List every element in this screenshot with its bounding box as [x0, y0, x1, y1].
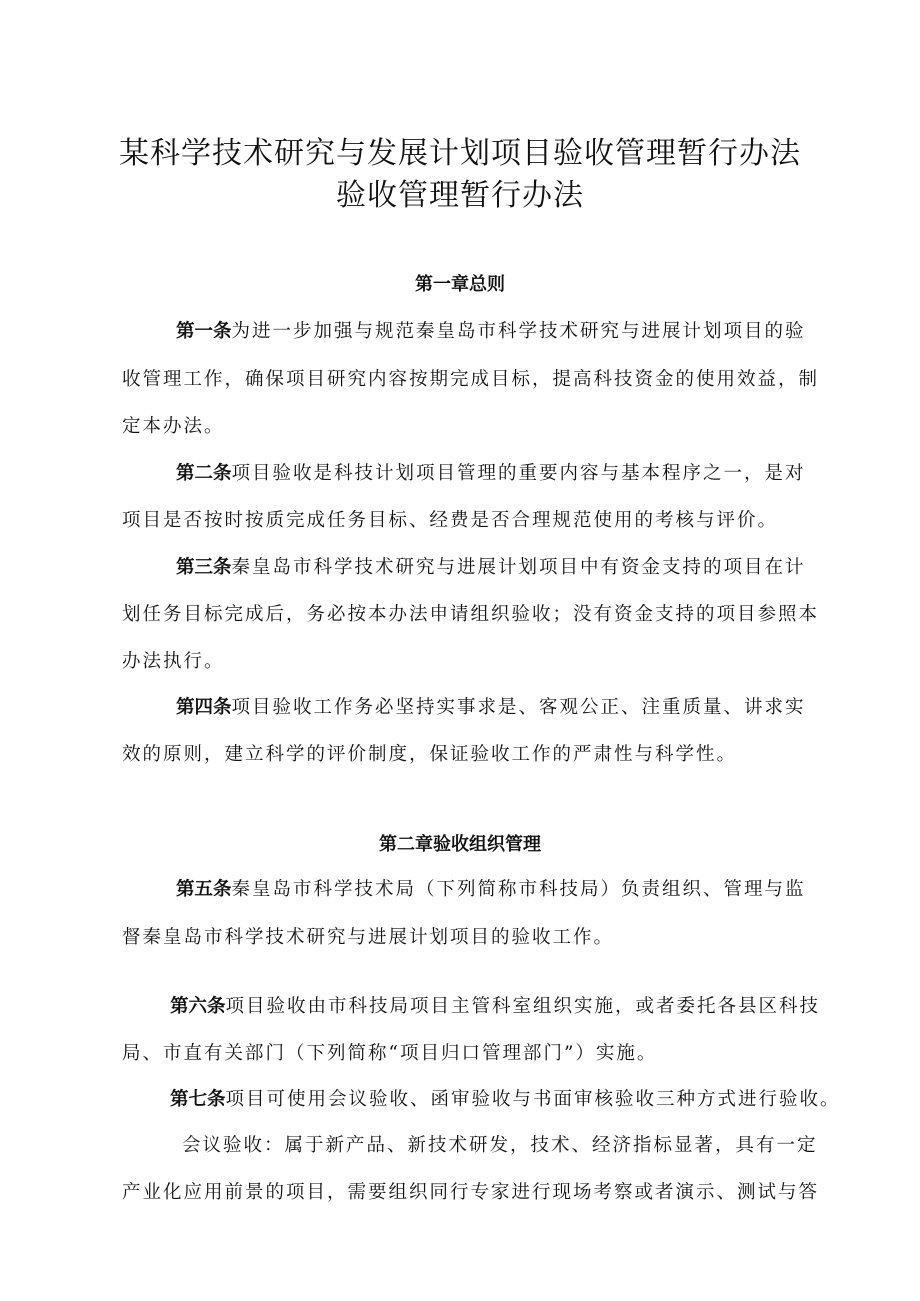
article-5-line-2: 督秦皇岛市科学技术研究与进展计划项目的验收工作。	[122, 927, 615, 948]
article-6-line-1: 第六条项目验收由市科技局项目主管科室组织实施，或者委托各县区科技	[170, 996, 821, 1017]
article-2-line-1: 第二条项目验收是科技计划项目管理的重要内容与基本程序之一，是对	[176, 463, 806, 484]
article-4-line-1: 第四条项目验收工作务必坚持实事求是、客观公正、注重质量、讲求实	[176, 697, 806, 718]
article-label: 第二条	[176, 463, 232, 484]
article-3-line-1: 第三条秦皇岛市科学技术研究与进展计划项目中有资金支持的项目在计	[176, 557, 806, 578]
document-title-line-2: 验收管理暂行办法	[336, 178, 584, 213]
article-1-line-3: 定本办法。	[122, 416, 225, 437]
article-3-line-2: 划任务目标完成后，务必按本办法申请组织验收；没有资金支持的项目参照本	[122, 604, 820, 625]
document-title-line-1: 某科学技术研究与发展计划项目验收管理暂行办法	[119, 136, 801, 171]
article-label: 第三条	[176, 557, 232, 578]
chapter-2-heading: 第二章验收组织管理	[379, 834, 541, 855]
article-1-line-1: 第一条为进一步加强与规范秦皇岛市科学技术研究与进展计划项目的验	[176, 321, 806, 342]
article-5-line-1: 第五条秦皇岛市科学技术局（下列简称市科技局）负责组织、管理与监	[176, 879, 806, 900]
article-4-line-2: 效的原则，建立科学的评价制度，保证验收工作的严肃性与科学性。	[122, 744, 738, 765]
article-label: 第一条	[176, 321, 232, 342]
article-label: 第五条	[176, 879, 232, 900]
article-6-line-2: 局、市直有关部门（下列简称“项目归口管理部门”）实施。	[122, 1043, 658, 1064]
article-3-line-3: 办法执行。	[122, 651, 225, 672]
paragraph-line-2: 产业化应用前景的项目，需要组织同行专家进行现场考察或者演示、测试与答	[122, 1182, 820, 1203]
article-2-line-2: 项目是否按时按质完成任务目标、经费是否合理规范使用的考核与评价。	[122, 510, 779, 531]
article-1-line-2: 收管理工作，确保项目研究内容按期完成目标，提高科技资金的使用效益，制	[122, 369, 820, 390]
article-7-line-1: 第七条项目可使用会议验收、函审验收与书面审核验收三种方式进行验收。	[170, 1089, 841, 1110]
chapter-1-heading: 第一章总则	[415, 274, 505, 295]
article-label: 第七条	[170, 1089, 226, 1110]
article-label: 第四条	[176, 697, 232, 718]
paragraph-line-1: 会议验收：属于新产品、新技术研发，技术、经济指标显著，具有一定	[182, 1135, 818, 1156]
article-label: 第六条	[170, 996, 226, 1017]
